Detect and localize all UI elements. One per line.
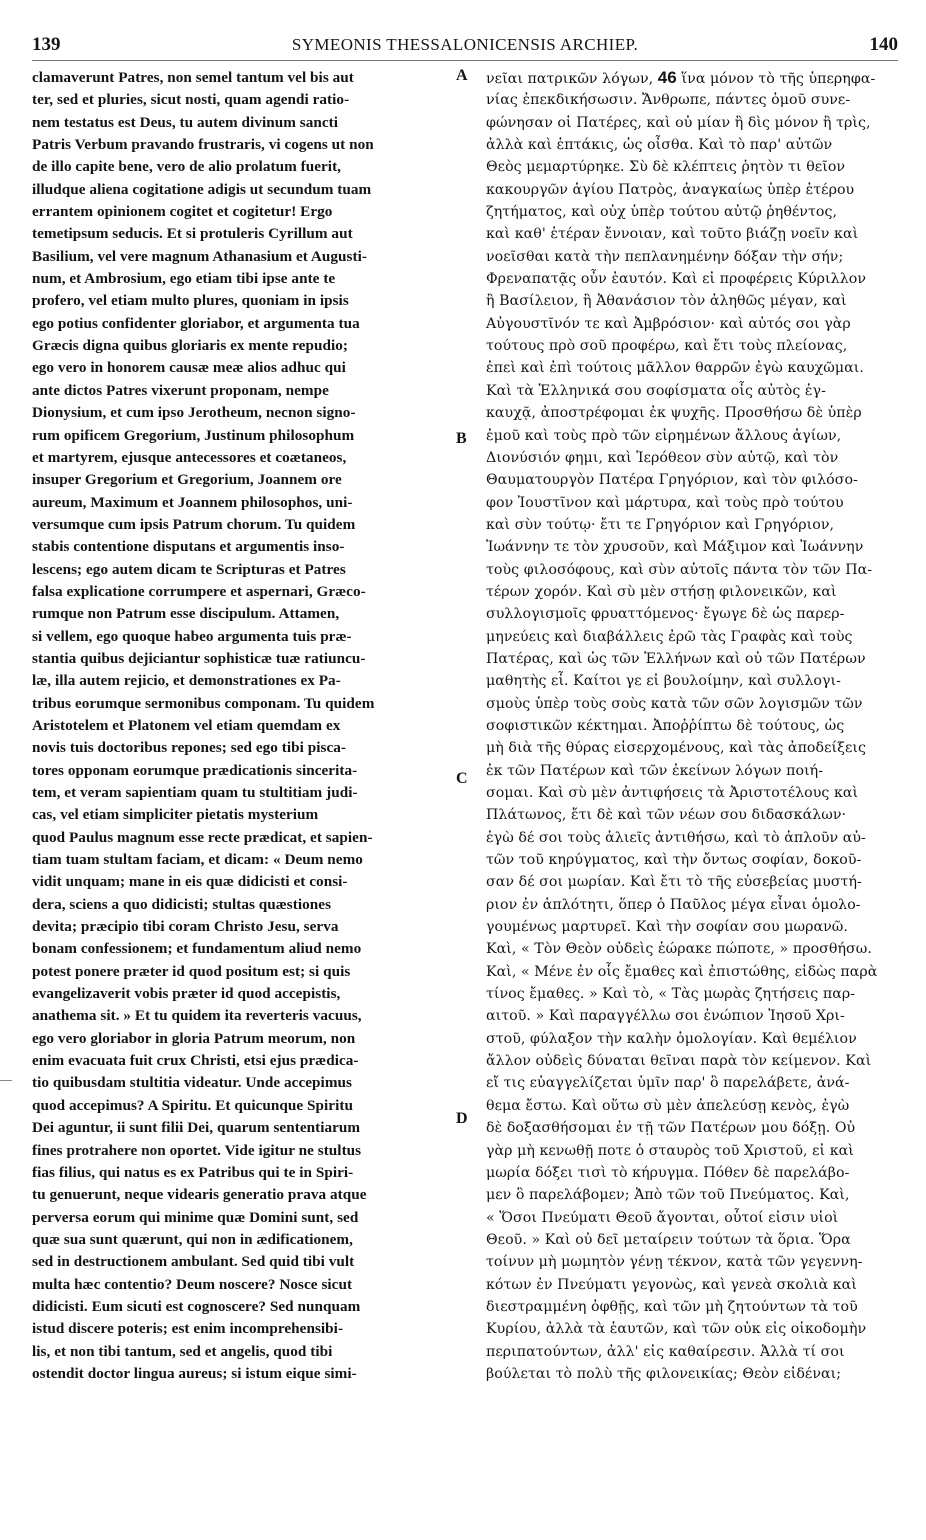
greek-text-line: δὲ δοξασθήσομαι ἐν τῇ τῶν Πατέρων μου δόξῃ. Οὐ — [486, 1120, 856, 1137]
greek-text-line: μηνεύεις καὶ διαβάλλεις ἐρῶ τὰς Γραφὰς καὶ τοὺς — [486, 628, 853, 645]
page-reference: 46 — [657, 68, 682, 87]
latin-text-line: de illo capite bene, vero de alio prolatum fuerit, — [32, 158, 342, 176]
greek-text-line: αιτοῦ. » Καὶ παραγγέλλω σοι ἐνώπιον Ἰησοῦ Χρι- — [486, 1008, 845, 1025]
latin-text-line: bonam confessionem; et fundamentum aliud nemo — [32, 940, 362, 958]
greek-text-line: νοεῖσθαι κατὰ τὴν πεπλανημένην δόξαν τὴν σήν; — [486, 248, 844, 265]
latin-text-line: stabis contentione disputans et argumentis inso- — [32, 538, 345, 556]
greek-text-line: Θεοῦ. » Καὶ οὐ δεῖ μεταίρειν τούτων τὰ ὅρια. Ὅρα — [486, 1231, 851, 1248]
latin-text-line: fias filius, qui natus es ex Patribus qui te in Spiri- — [32, 1163, 354, 1181]
greek-text-line: τοίνυν μὴ μωμητὸν γένῃ τέκνον, κατὰ τῶν γεγεννη- — [486, 1254, 863, 1271]
greek-text-line: μεν ὃ παρελάβομεν; Ἀπὸ τῶν τοῦ Πνεύματος. Καὶ, — [486, 1187, 850, 1204]
latin-text-line: rumque non Patrum esse discipulum. Attamen, — [32, 605, 340, 623]
latin-text-line: quod Paulus magnum esse recte prædicat, et sapien- — [32, 828, 373, 846]
latin-text-line: tu genuerunt, neque videaris generatio prava atque — [32, 1186, 367, 1204]
greek-text-line: ἐπεὶ καὶ ἐπὶ τούτοις μᾶλλον θαρρῶν ἐγὼ καυχῶμαι. — [486, 360, 864, 377]
greek-text-line: « Ὅσοι Πνεύματι Θεοῦ ἄγονται, οὗτοί εἰσιν υἱοὶ — [486, 1209, 839, 1226]
greek-text-line: καὶ καθ' ἑτέραν ἔννοιαν, καὶ τοῦτο βιάζῃ νοεῖν καὶ — [486, 226, 859, 243]
greek-text-line: βούλεται τὸ πολὺ τῆς φιλονεικίας; Θεὸν εἰδέναι; — [486, 1365, 842, 1382]
latin-text-line: falsa explicatione corrumpere et aspernari, Græco- — [32, 582, 366, 600]
greek-text-line: γουμένως μαρτυρεῖ. Καὶ τὴν σοφίαν σου μωρανῶ. — [486, 919, 848, 936]
running-header — [32, 34, 898, 61]
latin-text-line: ostendit doctor lingua aureus; si istum eique simi- — [32, 1364, 357, 1382]
greek-text-line: ἢ Βασίλειον, ἢ Ἀθανάσιον τὸν ἀληθῶς μέγαν, καὶ — [486, 293, 847, 310]
greek-text-line: ζητήματος, καὶ οὐχ ὑπὲρ τούτου αὐτῷ ῥηθέντος, — [486, 204, 838, 221]
greek-text-line: καυχᾷ, ἀποστρέφομαι ἐκ ψυχῆς. Προσθήσω δὲ ὑπὲρ — [486, 405, 862, 422]
latin-text-line: enim evacuata fuit crux Christi, etsi ejus prædica- — [32, 1052, 359, 1070]
latin-text-line: et martyrem, ejusque antecessores et coætaneos, — [32, 448, 347, 466]
latin-text-line: Dionysium, et cum ipso Jerotheum, necnon signo- — [32, 404, 356, 422]
latin-text-line: tem, et veram sapientiam quam tu stultitiam judi- — [32, 784, 358, 801]
greek-text-line: καὶ σὺν τούτῳ· ἔτι τε Γρηγόριον καὶ Γρηγόριον, — [486, 516, 835, 533]
latin-text-line: num, et Ambrosium, ego etiam tibi ipse ante te — [32, 270, 336, 288]
greek-text-line: Ἰωάννην τε τὸν χρυσοῦν, καὶ Μάξιμον καὶ Ἰωάννην — [486, 539, 864, 556]
latin-text-line: dera, sciens a quo didicisti; stultas quæstiones — [32, 895, 332, 913]
latin-text-line: ego vero gloriabor in gloria Patrum meorum, non — [32, 1029, 356, 1047]
greek-text-line: σομαι. Καὶ σὺ μὲν ἀντιφήσεις τὰ Ἀριστοτέλους καὶ — [486, 785, 859, 801]
latin-text-line: stantia quibus dejiciantur sophisticæ tuæ ratiuncu- — [32, 649, 366, 667]
latin-text-line: ego potius confidenter gloriabor, et argumenta tua — [32, 314, 360, 332]
latin-text-line: nem testatus est Deus, tu autem divinum sancti — [32, 113, 339, 131]
latin-text-line: ego vero in honorem causæ meæ alios adhuc qui — [32, 359, 346, 377]
greek-text-line: μὴ διὰ τῆς θύρας εἰσερχομένους, καὶ τὰς ἀποδείξεις — [486, 740, 867, 757]
latin-text-line: clamaverunt Patres, non semel tantum vel bis aut — [32, 69, 354, 86]
greek-text-line: ἐμοῦ καὶ τοὺς πρὸ τῶν εἰρημένων ἄλλους ἁγίων, — [486, 427, 842, 444]
greek-text-line: τέρων χορόν. Καὶ σὺ μὲν στήσῃ φιλονεικῶν, καὶ — [486, 583, 837, 600]
latin-text-line: fines protrahere non oportet. Vide igitur ne stultus — [32, 1141, 362, 1159]
latin-text-line: læ, illa autem rejicio, et demonstrationes ex Pa- — [32, 672, 341, 690]
greek-text-line: Διονύσιόν φημι, καὶ Ἱερόθεον σὺν αὐτῷ, καὶ τὸν — [486, 449, 839, 466]
greek-text-line: φώνησαν οἱ Πατέρες, καὶ οὐ μίαν ἢ δὶς μόνον ἢ τρὶς, — [486, 114, 871, 131]
greek-text-line: τοὺς φιλοσόφους, καὶ σὺν αὐτοῖς πάντα τὸν τῶν Πα- — [486, 561, 873, 578]
greek-text-line: σμοὺς ὑπὲρ τοὺς σοὺς κατὰ τῶν σῶν λογισμῶν τῶν — [486, 695, 863, 712]
latin-text-line: aureum, Maximum et Joannem philosophos, uni- — [32, 493, 353, 511]
greek-text-line: κότων ἐν Πνεύματι γεγονὼς, καὶ γενεὰ σκολιὰ καὶ — [486, 1276, 857, 1293]
latin-text-line: tores opponam eorumque prædicationis sincerita- — [32, 761, 358, 779]
section-marker-c: C — [456, 770, 468, 787]
latin-text-line: Basilium, vel vere magnum Athanasium et Augusti- — [32, 247, 368, 265]
greek-text-line: τίνος ἔμαθες. » Καὶ τὸ, « Τὰς μωρὰς ζητήσεις παρ- — [486, 986, 856, 1003]
greek-text-line: ριον ἐν ἁπλότητι, ὅπερ ὁ Παῦλος μέγα εἶναι ὁμολο- — [486, 896, 861, 913]
greek-text-line: ἐγὼ δέ σοι τοὺς ἁλιεῖς ἀντιθήσω, καὶ τὸ ἀπλοῦν αὐ- — [486, 829, 866, 846]
greek-text-line: γὰρ μὴ κενωθῇ ποτε ὁ σταυρὸς τοῦ Χριστοῦ, εἰ καὶ — [486, 1142, 854, 1159]
greek-text-line: φον Ἰουστῖνον καὶ μάρτυρα, καὶ τοὺς πρὸ τούτου — [486, 494, 844, 511]
latin-text-line: insuper Gregorium et Gregorium, Joannem ore — [32, 471, 342, 489]
greek-text-line: μαθητὴς εἶ. Καίτοι γε εἰ βουλοίμην, καὶ συλλογι- — [486, 673, 841, 690]
greek-text-line: διεστραμμένη ὀφθῇς, καὶ τῶν μὴ ζητούντων τὰ τοῦ — [486, 1298, 858, 1315]
greek-text-line: Θαυματουργὸν Πατέρα Γρηγόριον, καὶ τὸν φιλόσο- — [486, 472, 858, 489]
latin-text-line: anathema sit. » Et tu quidem ita reverteris vacuus, — [32, 1007, 362, 1025]
latin-text-line: lis, et non tibi tantum, sed et angelis, quod tibi — [32, 1342, 333, 1360]
greek-text-line: περιπατούντων, ἀλλ' εἰς καθαίρεσιν. Ἀλλὰ τί σοι — [486, 1343, 845, 1360]
greek-text-line: Φρεναπατᾷς οὖν ἑαυτόν. Καὶ εἰ προφέρεις Κύριλλον — [486, 271, 867, 288]
latin-text-line: temetipsum seducis. Et si protuleris Cyrillum aut — [32, 225, 353, 243]
greek-text-line: νεῖαι πατρικῶν λόγων, 46 ἵνα μόνον τὸ τῆς ὑπερηφα- — [486, 68, 876, 87]
latin-text-line: si vellem, ego quoque habeo argumenta tuis præ- — [32, 627, 352, 645]
running-title: SYMEONIS THESSALONICENSIS ARCHIEP. — [291, 35, 639, 54]
latin-text-line: multa hæc contentio? Deum noscere? Nosce sicut — [32, 1275, 353, 1293]
greek-column — [486, 67, 880, 1385]
latin-text-line: illudque aliena cogitatione adigis ut secundum tuam — [32, 180, 372, 198]
section-marker-a: A — [456, 67, 468, 84]
greek-text-line: εἴ τις εὐαγγελίζεται ὑμῖν παρ' ὃ παρελάβετε, ἀνά- — [486, 1075, 850, 1092]
latin-text-line: quod accepimus? A Spiritu. Et quicunque Spiritu — [32, 1096, 353, 1114]
greek-text-line: ἐκ τῶν Πατέρων καὶ τῶν ἐκείνων λόγων ποιή- — [486, 762, 824, 779]
greek-text-line: Αὐγουστῖνόν τε καὶ Ἀμβρόσιον· καὶ αὐτός σοι γὰρ — [486, 315, 851, 332]
margin-rule — [0, 1080, 12, 1081]
latin-text-line: potest ponere præter id quod positum est; si quis — [32, 962, 351, 980]
section-marker-d: D — [456, 1110, 468, 1127]
greek-text-line: νίας ἐπεκδικήσωσιν. Ἄνθρωπε, πάντες ὁμοῦ συνε- — [486, 92, 851, 109]
latin-text-line: Dei aguntur, ii sunt filii Dei, quarum sententiarum — [32, 1119, 361, 1137]
greek-text-line: κακουργῶν ἁγίου Πατρὸς, ἀναγκαίως ὑπὲρ ἑτέρου — [486, 181, 855, 198]
page-number-left: 139 — [32, 34, 61, 55]
latin-text-line: Aristotelem et Platonem vel etiam quemdam ex — [32, 716, 341, 734]
latin-text-line: vidit unquam; mane in eis quæ didicisti et consi- — [32, 873, 348, 891]
greek-text-line: τούτους πρὸ σοῦ προφέρω, καὶ ἔτι τοὺς πλείονας, — [486, 338, 848, 355]
latin-text-line: ter, sed et pluries, sicut nosti, quam agendi ratio- — [32, 91, 350, 109]
greek-text-line: σοφιστικῶν κέκτημαι. Ἀποῤῥίπτω δὲ τούτους, ὡς — [486, 717, 845, 734]
latin-text-line: cas, vel etiam simpliciter pietatis mysterium — [32, 806, 319, 824]
latin-text-line: novis tuis doctoribus repones; sed ego tibi pisca- — [32, 739, 347, 757]
latin-text-line: ante dictos Patres vixerunt proponam, nempe — [32, 381, 329, 399]
latin-text-line: errantem opinionem cogitet et cogitetur! Ergo — [32, 203, 333, 221]
latin-text-line: Græcis digna quibus gloriaris ex mente repudio; — [32, 337, 348, 355]
greek-text-line: ἄλλον οὐδεὶς δύναται θεῖναι παρὰ τὸν κείμενον. Καὶ — [486, 1053, 872, 1070]
latin-text-line: rum opificem Gregorium, Justinum philosophum — [32, 426, 355, 444]
greek-text-line: Κυρίου, ἀλλὰ τὰ ἑαυτῶν, καὶ τῶν οὐκ εἰς οἰκοδομὴν — [486, 1321, 867, 1338]
greek-text-line: σαν δέ σοι μωρίαν. Καὶ ἔτι τὸ τῆς εὐσεβείας μυστή- — [486, 874, 862, 891]
latin-text-line: sed in destructionem ambulant. Sed quid tibi vult — [32, 1253, 355, 1271]
latin-text-line: tiam tuam stultam faciam, et dicam: « Deum nemo — [32, 851, 363, 869]
greek-text-line: Πλάτωνος, ἔτι δὲ καὶ τῶν νέων σου διδασκάλων· — [486, 807, 847, 824]
latin-text-line: perversa eorum qui minime quæ Domini sunt, sed — [32, 1208, 359, 1226]
greek-text-line: συλλογισμοῖς φρυαττόμενος· ἔγωγε δὲ ὡς παρερ- — [486, 606, 845, 623]
latin-text-line: didicisti. Eum sicuti est cognoscere? Sed nunquam — [32, 1297, 361, 1315]
latin-text-line: tio quibusdam stultitia videatur. Unde accepimus — [32, 1074, 352, 1092]
latin-text-line: devita; præcipio tibi coram Christo Jesu, serva — [32, 918, 339, 936]
greek-text-line: Καὶ τὰ Ἑλληνικά σου σοφίσματα οἷς αὐτὸς ἐγ- — [486, 382, 826, 399]
latin-text-line: quæ sua sunt quærunt, qui non in ædificationem, — [32, 1230, 353, 1248]
greek-text-line: Πατέρας, καὶ ὡς τῶν Ἑλλήνων καὶ οὐ τῶν Πατέρων — [486, 650, 866, 667]
latin-text-line: evangelizaverit vobis præter id quod accepistis, — [32, 985, 341, 1003]
latin-text-line: profero, vel etiam multo plures, quoniam in ipsis — [32, 292, 349, 310]
greek-text-line: Θεὸς μεμαρτύρηκε. Σὺ δὲ κλέπτεις ῥητὸν τι θεῖον — [486, 159, 846, 176]
greek-text-line: ἀλλὰ καὶ ἑπτάκις, ὡς οἶσθα. Καὶ τὸ παρ' αὐτῶν — [486, 137, 833, 154]
latin-column — [32, 67, 450, 1385]
greek-text-line: μωρία δόξει τισὶ τὸ κήρυγμα. Πόθεν δὲ παρελάβο- — [486, 1164, 850, 1181]
greek-text-line: θεμα ἔστω. Καὶ οὕτω σὺ μὲν ἀπελεύσῃ κενὸς, ἐγὼ — [486, 1097, 850, 1114]
latin-text-line: istud discere poteris; est enim incomprehensibi- — [32, 1320, 344, 1338]
latin-text-line: lescens; ego autem dicam te Scripturas et Patres — [32, 560, 346, 578]
latin-text-line: versumque cum ipsis Patrum chorum. Tu quidem — [32, 515, 356, 533]
latin-text-line: tribus eorumque sermonibus componam. Tu quidem — [32, 694, 375, 712]
greek-text-line: στοῦ, φύλαξον τὴν καλὴν ὁμολογίαν. Καὶ θεμέλιον — [486, 1030, 857, 1047]
greek-text-line: Καὶ, « Τὸν Θεὸν οὐδεὶς ἑώρακε πώποτε, » προσθήσω. — [486, 941, 872, 958]
latin-text-line: Patris Verbum pravando frustraris, vi cogens ut non — [32, 136, 374, 154]
greek-text-line: τῶν τοῦ κηρύγματος, καὶ τὴν ὄντως σοφίαν, δοκοῦ- — [486, 852, 862, 869]
greek-text-line: Καὶ, « Μένε ἐν οἷς ἔμαθες καὶ ἐπιστώθης, εἰδὼς παρὰ — [486, 963, 878, 980]
page-number-right: 140 — [869, 34, 898, 55]
section-marker-b: B — [456, 430, 467, 447]
